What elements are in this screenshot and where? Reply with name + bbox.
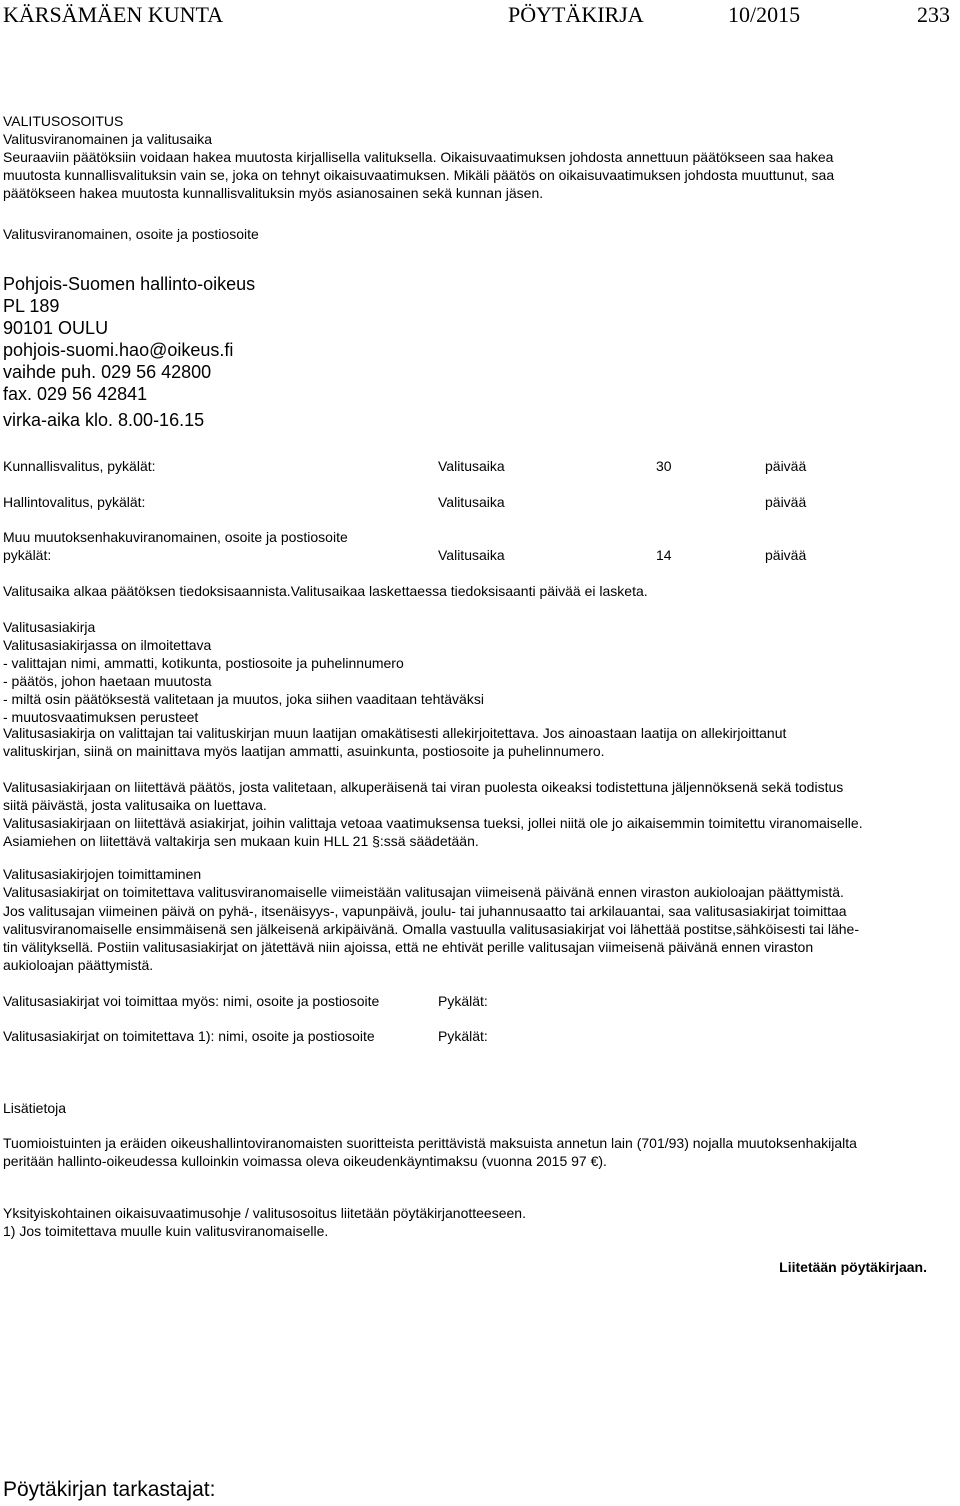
authority-pobox: PL 189	[3, 296, 60, 316]
doc-line: Valitusasiakirjassa on ilmoitettava	[3, 637, 212, 653]
header-number: 10/2015	[728, 2, 801, 27]
submit-row-1-sections: Pykälät:	[438, 993, 488, 1009]
appeal-row-3-unit: päivää	[765, 547, 807, 563]
attachments-line: Valitusasiakirjaan on liitettävä päätös, josta valitetaan, alkuperäisenä tai viran puolesta oikeaksi todistettuna jäljennöksenä sekä todistus	[3, 779, 844, 795]
submit-row-2-sections: Pykälät:	[438, 1028, 488, 1044]
info-line: peritään hallinto-oikeudessa kulloinkin voimassa oleva oikeudenkäyntimaksu (vuonna 2015 97 €).	[3, 1153, 607, 1169]
appeal-row-3-days: 14	[656, 547, 672, 563]
appeal-row-1-unit: päivää	[765, 458, 807, 474]
header-doc-type: PÖYTÄKIRJA	[508, 2, 644, 27]
page-number: 233	[917, 2, 950, 27]
authority-name: Pohjois-Suomen hallinto-oikeus	[3, 274, 256, 294]
authority-postcode: 90101 OULU	[3, 318, 109, 338]
section-subtitle: Valitusviranomainen ja valitusaika	[3, 131, 213, 147]
doc-list-item: - valittajan nimi, ammatti, kotikunta, postiosoite ja puhelinnumero	[3, 655, 404, 671]
doc-list-item: - miltä osin päätöksestä valitetaan ja muutos, joka siihen vaaditaan tehtäväksi	[3, 691, 484, 707]
appeal-row-1-label: Kunnallisvalitus, pykälät:	[3, 458, 156, 474]
authority-label: Valitusviranomainen, osoite ja postiosoite	[3, 226, 259, 242]
appeal-row-2-period-label: Valitusaika	[438, 494, 505, 510]
attachments-line: Valitusasiakirjaan on liitettävä asiakirjat, joihin valittaja vetoaa vaatimuksensa tueksi, jollei niitä ole jo aikaisemmin toimitettu viranomaiselle.	[3, 815, 863, 831]
section-title: VALITUSOSOITUS	[3, 113, 124, 129]
appeal-row-2-label: Hallintovalitus, pykälät:	[3, 494, 146, 510]
appeal-row-3-label: pykälät:	[3, 547, 52, 563]
intro-line: päätökseen hakea muutosta kunnallisvalituksin myös asianosainen sekä kunnan jäsen.	[3, 185, 544, 201]
appeal-row-1-days: 30	[656, 458, 672, 474]
appeal-row-3-period-label: Valitusaika	[438, 547, 505, 563]
info-title: Lisätietoja	[3, 1100, 67, 1116]
delivery-line: Jos valitusajan viimeinen päivä on pyhä-, itsenäisyys-, vapunpäivä, joulu- tai juhannusaatto tai arkilauantai, saa valitusasiakirjat toimittaa	[3, 903, 847, 919]
appeal-row-1-period-label: Valitusaika	[438, 458, 505, 474]
doc-heading: Valitusasiakirja	[3, 619, 96, 635]
doc-line: valituskirjan, siinä on mainittava myös laatijan ammatti, asuinkunta, postiosoite ja puhelinnumero.	[3, 743, 605, 759]
attachments-line: siitä päivästä, josta valitusaika on luettava.	[3, 797, 267, 813]
intro-line: muutosta kunnallisvalituksin vain se, joka on tehnyt oikaisuvaatimuksen. Mikäli päätös on oikaisuvaatimuksen johdosta muuttunut, saa	[3, 167, 835, 183]
authority-hours: virka-aika klo. 8.00-16.15	[3, 410, 205, 430]
appeal-period-note: Valitusaika alkaa päätöksen tiedoksisaannista.Valitusaikaa laskettaessa tiedoksisaanti päivää ei lasketa.	[3, 583, 648, 599]
delivery-line: Valitusasiakirjat on toimitettava valitusviranomaiselle viimeistään valitusajan viimeisenä päivänä ennen viraston aukioloajan päättymistä.	[3, 884, 844, 900]
note-line: Yksityiskohtainen oikaisuvaatimusohje / valitusosoitus liitetään pöytäkirjanotteeseen.	[3, 1205, 526, 1221]
delivery-line: aukioloajan päättymistä.	[3, 957, 154, 973]
doc-list-item: - muutosvaatimuksen perusteet	[3, 709, 199, 725]
attachments-line: Asiamiehen on liitettävä valtakirja sen mukaan kuin HLL 21 §:ssä säädetään.	[3, 833, 479, 849]
authority-fax: fax. 029 56 42841	[3, 384, 148, 404]
footer-reviewers: Pöytäkirjan tarkastajat:	[3, 1478, 216, 1501]
intro-line: Seuraaviin päätöksiin voidaan hakea muutosta kirjallisella valituksella. Oikaisuvaatimuksen johdosta annettuun päätökseen saa hakea	[3, 149, 834, 165]
attached-note: Liitetään pöytäkirjaan.	[779, 1259, 927, 1275]
delivery-line: tin välityksellä. Postiin valitusasiakirjat on jätettävä niin ajoissa, että ne ehtivät perille valitusajan viimeisenä päivänä ennen viraston	[3, 939, 814, 955]
authority-phone: vaihde puh. 029 56 42800	[3, 362, 212, 382]
delivery-heading: Valitusasiakirjojen toimittaminen	[3, 866, 202, 882]
header-municipality: KÄRSÄMÄEN KUNTA	[3, 2, 224, 27]
note-line: 1) Jos toimitettava muulle kuin valitusviranomaiselle.	[3, 1223, 329, 1239]
appeal-row-3-heading: Muu muutoksenhakuviranomainen, osoite ja postiosoite	[3, 529, 348, 545]
delivery-line: valitusviranomaiselle ensimmäisenä sen jälkeisenä arkipäivänä. Omalla vastuulla valitusasiakirjat voi lähettää postitse,sähköisesti tai lähe-	[3, 921, 859, 937]
submit-row-2-label: Valitusasiakirjat on toimitettava 1): nimi, osoite ja postiosoite	[3, 1028, 375, 1044]
authority-email: pohjois-suomi.hao@oikeus.fi	[3, 340, 234, 360]
doc-line: Valitusasiakirja on valittajan tai valituskirjan muun laatijan omakätisesti allekirjoitettava. Jos ainoastaan laatija on allekirjoittanut	[3, 725, 787, 741]
info-line: Tuomioistuinten ja eräiden oikeushallintoviranomaisten suoritteista perittävistä maksuista annetun lain (701/93) nojalla muutoksenhakijalta	[3, 1135, 857, 1151]
appeal-row-2-unit: päivää	[765, 494, 807, 510]
doc-list-item: - päätös, johon haetaan muutosta	[3, 673, 212, 689]
submit-row-1-label: Valitusasiakirjat voi toimittaa myös: nimi, osoite ja postiosoite	[3, 993, 380, 1009]
